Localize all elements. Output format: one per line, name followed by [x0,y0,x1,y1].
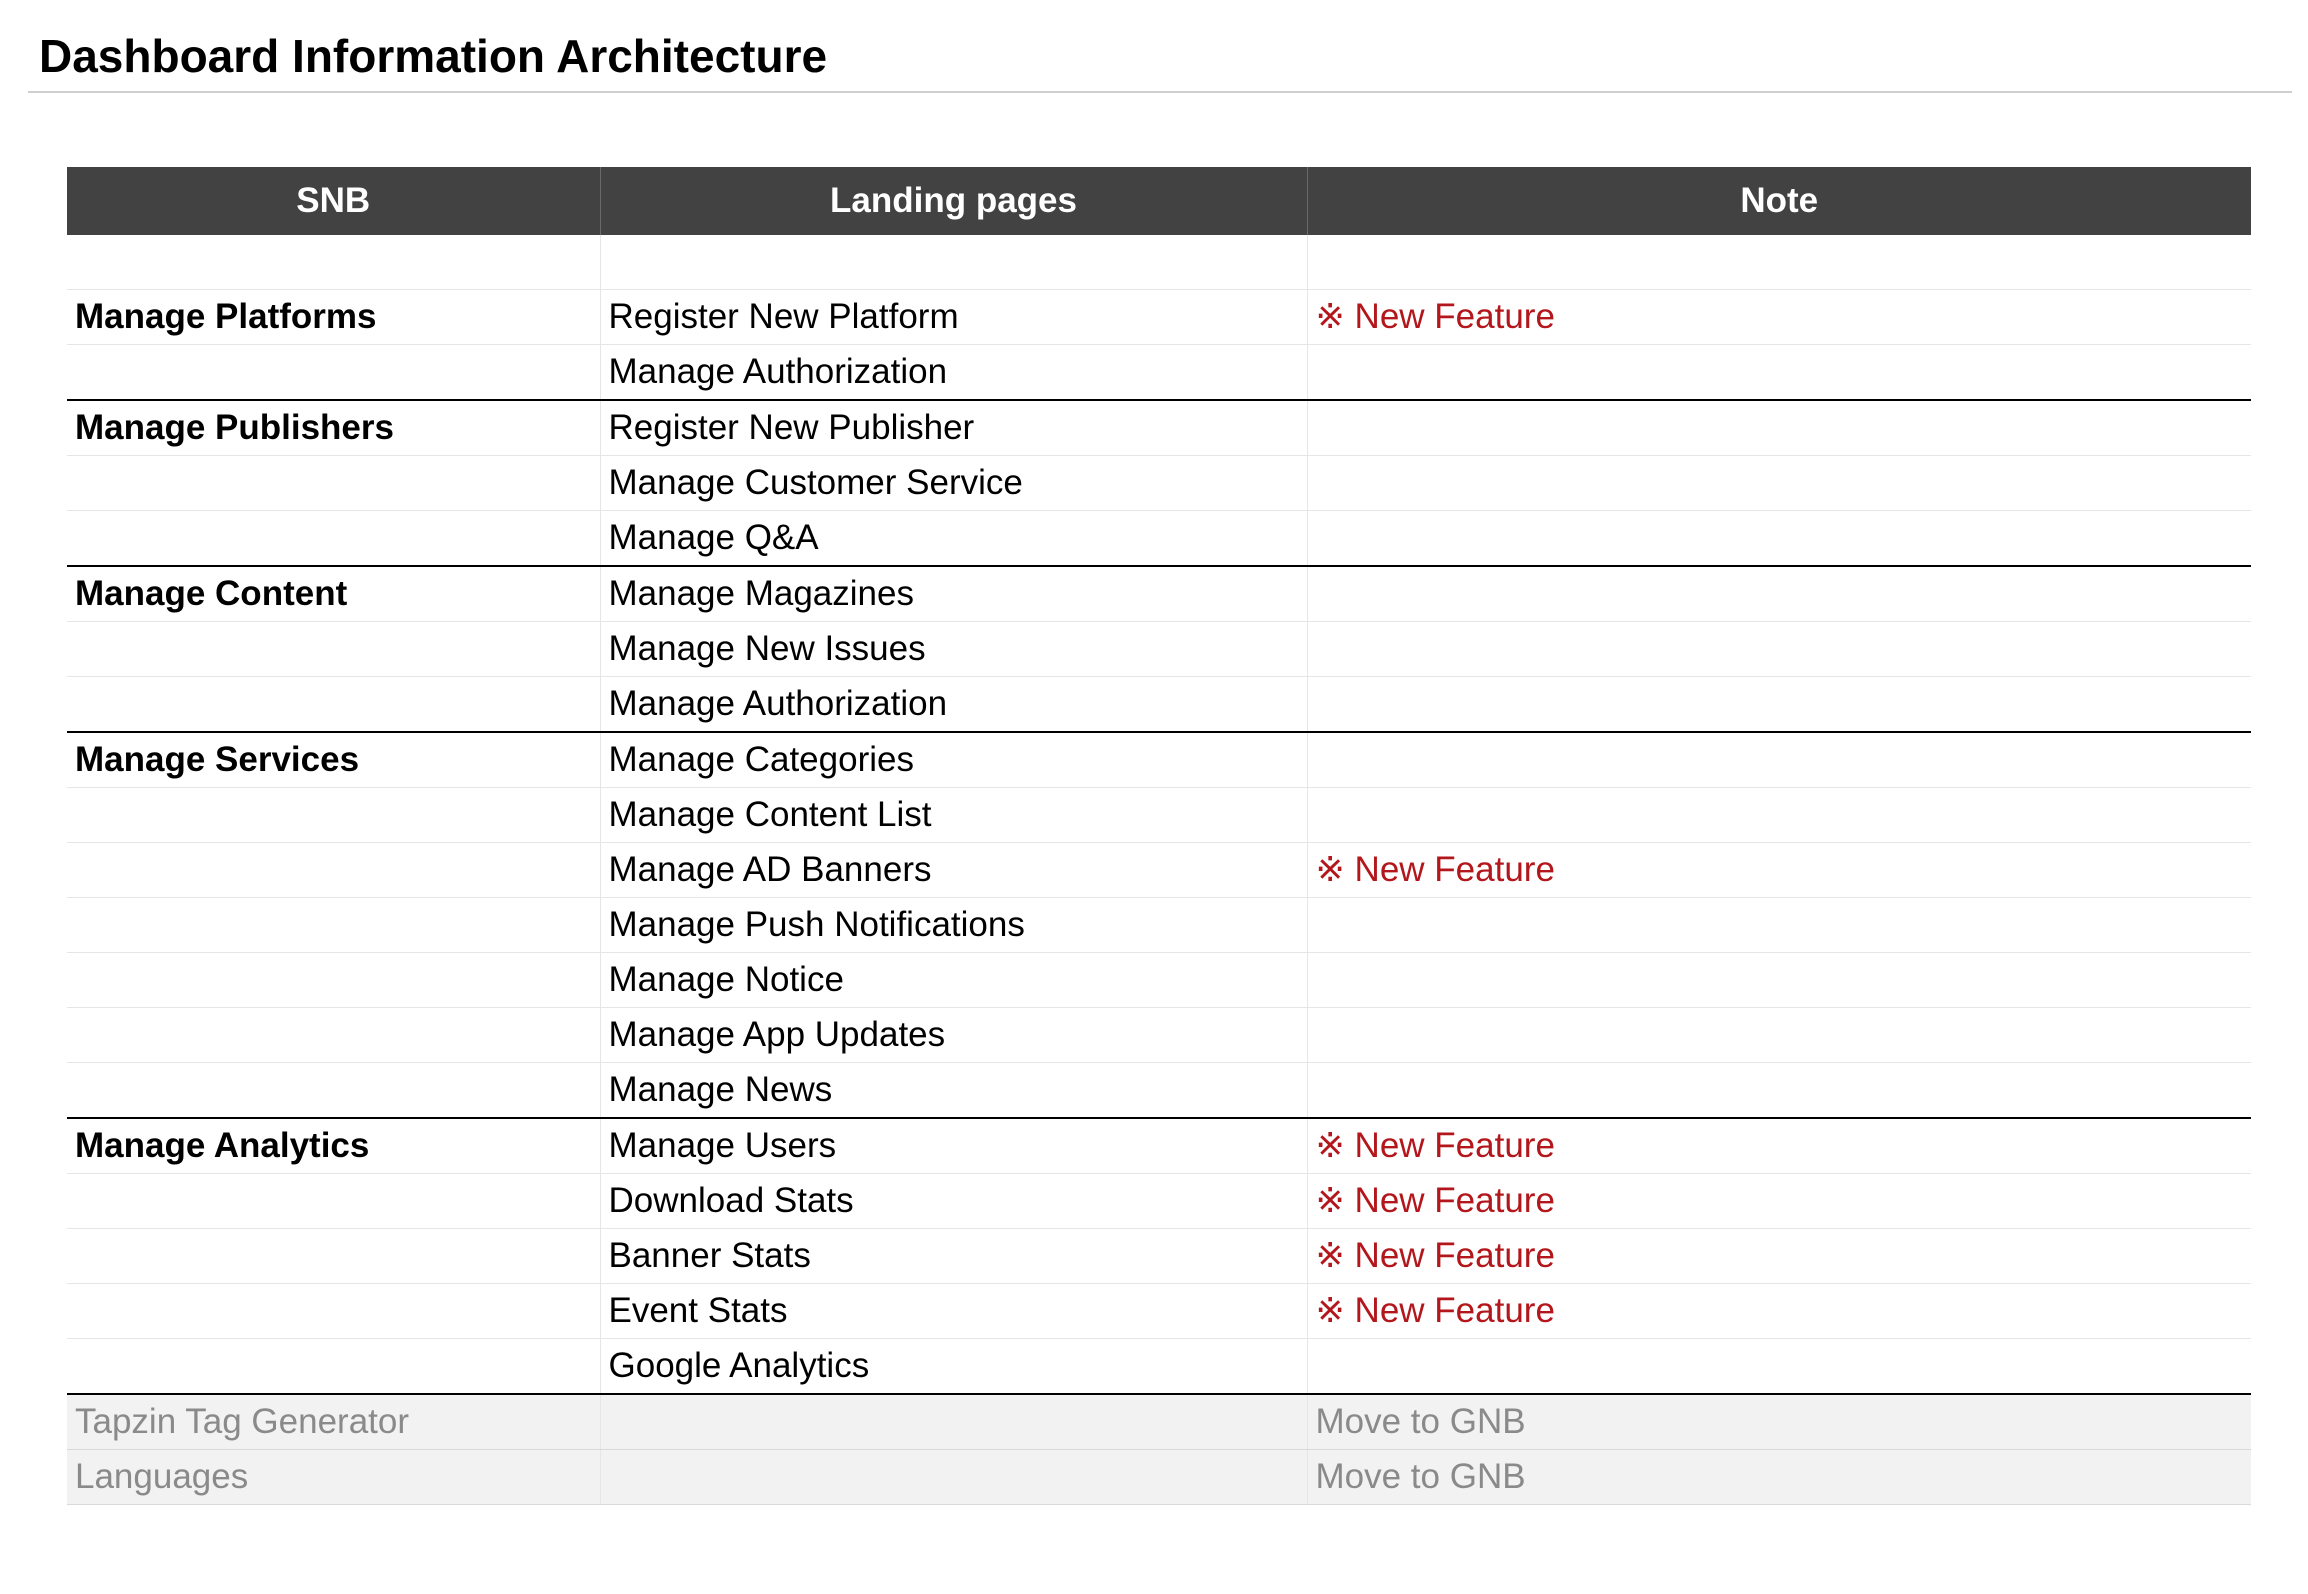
snb-cell [67,788,600,843]
table-row [67,1394,2251,1450]
landing-page-cell: Google Analytics [600,1339,1307,1395]
snb-cell [67,953,600,1008]
snb-cell [67,1339,600,1395]
note-cell: ※ New Feature [1307,1229,2251,1284]
landing-page-cell: Event Stats [600,1284,1307,1339]
landing-page-cell: Manage Categories [600,732,1307,788]
snb-cell: Manage Analytics [67,1118,600,1174]
landing-page-cell: Manage Authorization [600,345,1307,401]
table-row [67,732,2251,788]
table-row [67,566,2251,622]
snb-cell [67,622,600,677]
snb-cell: Languages [67,1450,600,1505]
table-row [67,953,2251,1008]
note-cell [1307,677,2251,733]
note-cell: Move to GNB [1307,1450,2251,1505]
snb-cell [67,1284,600,1339]
note-cell [1307,400,2251,456]
landing-page-cell: Manage Notice [600,953,1307,1008]
landing-page-cell: Manage Authorization [600,677,1307,733]
note-cell [1307,1339,2251,1395]
table-row [67,1063,2251,1119]
note-cell [1307,732,2251,788]
note-cell: ※ New Feature [1307,1284,2251,1339]
note-cell: ※ New Feature [1307,290,2251,345]
note-cell [1307,345,2251,401]
note-cell [1307,788,2251,843]
snb-cell: Manage Services [67,732,600,788]
snb-cell [67,456,600,511]
table-row [67,400,2251,456]
snb-cell [67,898,600,953]
landing-page-cell: Manage News [600,1063,1307,1119]
page-title: Dashboard Information Architecture [39,30,828,82]
landing-page-cell: Manage New Issues [600,622,1307,677]
landing-page-cell: Download Stats [600,1174,1307,1229]
landing-page-cell: Manage App Updates [600,1008,1307,1063]
landing-page-cell: Register New Publisher [600,400,1307,456]
table-row [67,456,2251,511]
landing-page-cell: Register New Platform [600,290,1307,345]
snb-cell [67,677,600,733]
header-row [67,167,2251,235]
landing-page-cell: Manage Magazines [600,566,1307,622]
table-row [67,345,2251,401]
table-row [67,788,2251,843]
snb-cell [67,345,600,401]
landing-page-cell: Manage AD Banners [600,843,1307,898]
note-cell [1307,953,2251,1008]
landing-page-cell: Manage Users [600,1118,1307,1174]
note-cell [1307,1063,2251,1119]
note-cell [1307,456,2251,511]
snb-cell [67,511,600,567]
snb-cell [67,235,600,290]
note-cell [1307,1008,2251,1063]
snb-cell [67,1229,600,1284]
table-row [67,1008,2251,1063]
table-row [67,843,2251,898]
note-cell: ※ New Feature [1307,1174,2251,1229]
note-cell: ※ New Feature [1307,1118,2251,1174]
landing-page-cell: Manage Push Notifications [600,898,1307,953]
table-row [67,677,2251,733]
snb-cell: Manage Publishers [67,400,600,456]
ia-table-body [67,235,2251,1505]
note-cell [1307,235,2251,290]
landing-page-cell: Manage Q&A [600,511,1307,567]
note-cell [1307,511,2251,567]
table-row [67,290,2251,345]
spacer-row [67,235,2251,290]
note-cell: Move to GNB [1307,1394,2251,1450]
table-row [67,898,2251,953]
landing-page-cell [600,1450,1307,1505]
landing-page-cell [600,235,1307,290]
table-row [67,1118,2251,1174]
snb-cell: Manage Platforms [67,290,600,345]
snb-cell [67,1063,600,1119]
landing-page-cell: Manage Customer Service [600,456,1307,511]
table-row [67,1339,2251,1395]
note-cell [1307,622,2251,677]
snb-cell: Tapzin Tag Generator [67,1394,600,1450]
table-row [67,622,2251,677]
note-cell [1307,566,2251,622]
note-cell: ※ New Feature [1307,843,2251,898]
landing-page-cell: Manage Content List [600,788,1307,843]
snb-cell [67,1174,600,1229]
title-divider [28,91,2292,93]
table-row [67,1284,2251,1339]
column-header-landing-pages: Landing pages [600,167,1307,235]
table-row [67,1450,2251,1505]
snb-cell [67,843,600,898]
ia-table-header [67,167,2251,235]
table-row [67,1229,2251,1284]
landing-page-cell [600,1394,1307,1450]
ia-table [67,167,2251,1505]
column-header-note: Note [1307,167,2251,235]
snb-cell: Manage Content [67,566,600,622]
landing-page-cell: Banner Stats [600,1229,1307,1284]
note-cell [1307,898,2251,953]
table-row [67,511,2251,567]
table-row [67,1174,2251,1229]
snb-cell [67,1008,600,1063]
column-header-snb: SNB [67,167,600,235]
